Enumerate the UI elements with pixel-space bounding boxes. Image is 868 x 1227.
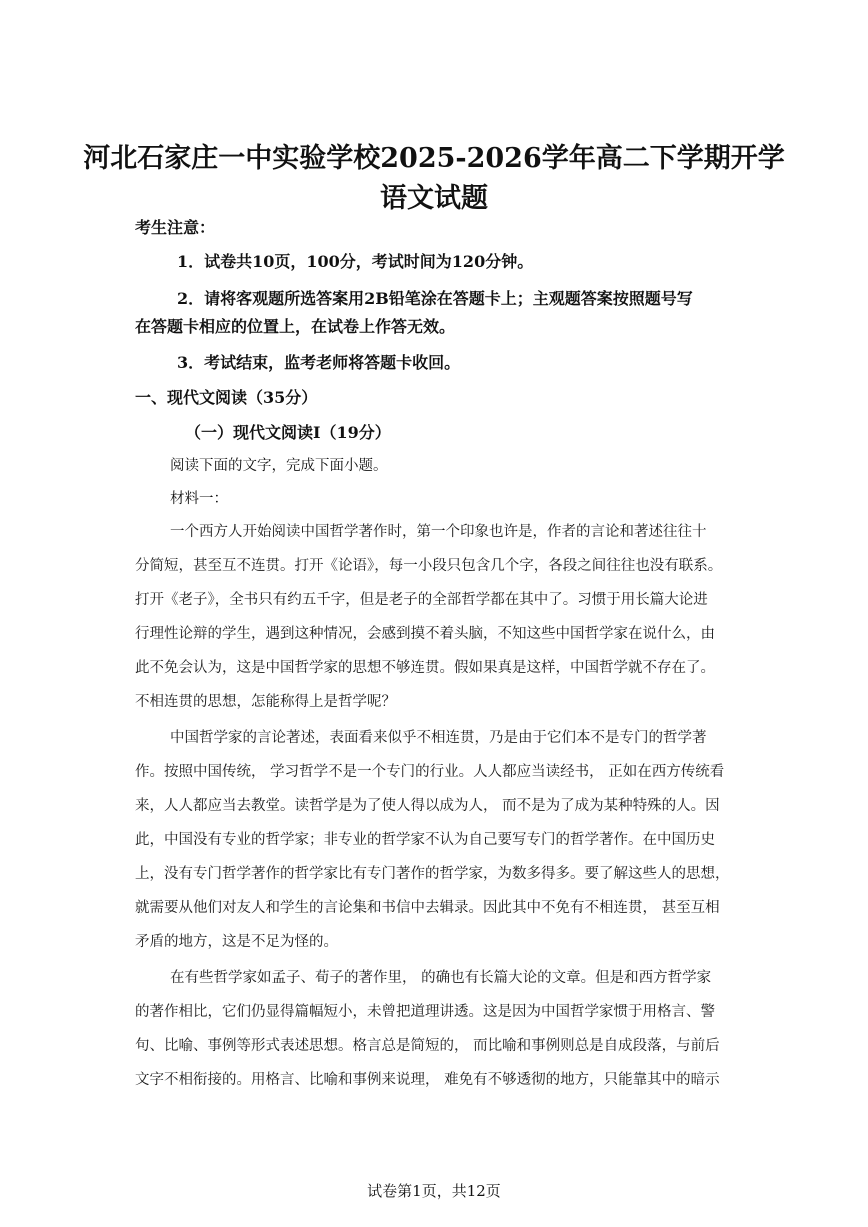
passage-line: 在有些哲学家如孟子、荀子的著作里， 的确也有长篇大论的文章。但是和西方哲学家 bbox=[170, 970, 712, 986]
notice-item-2-line2: 在答题卡相应的位置上，在试卷上作答无效。 bbox=[135, 317, 456, 336]
passage-line: 的著作相比，它们仍显得篇幅短小，未曾把道理讲透。这是因为中国哲学家惯于用格言、警 bbox=[135, 1004, 715, 1020]
passage-line: 打开《老子》，全书只有约五千字，但是老子的全部哲学都在其中了。习惯于用长篇大论进 bbox=[135, 592, 708, 608]
passage-line: 一个西方人开始阅读中国哲学著作时，第一个印象也许是，作者的言论和著述往往十 bbox=[170, 524, 707, 540]
passage-line: 分简短，甚至互不连贯。打开《论语》，每一小段只包含几个字，各段之间往往也没有联系。 bbox=[135, 558, 723, 574]
passage-line: 文字不相衔接的。用格言、比喻和事例来说理， 难免有不够透彻的地方，只能靠其中的暗示 bbox=[135, 1072, 720, 1088]
notice-item-3: 3．考试结束，监考老师将答题卡收回。 bbox=[177, 353, 461, 372]
section-heading: 一、现代文阅读（35分） bbox=[135, 388, 318, 407]
passage-line: 不相连贯的思想，怎能称得上是哲学呢？ bbox=[135, 694, 396, 710]
exam-title-line2: 语文试题 bbox=[380, 183, 488, 214]
material-label: 材料一： bbox=[170, 491, 228, 507]
passage-line: 此不免会认为，这是中国哲学家的思想不够连贯。假如果真是这样，中国哲学就不存在了。 bbox=[135, 660, 715, 676]
passage-line: 来，人人都应当去教堂。读哲学是为了使人得以成为人， 而不是为了成为某种特殊的人。因 bbox=[135, 798, 720, 814]
notice-item-1: 1．试卷共10页，100分，考试时间为120分钟。 bbox=[177, 252, 534, 271]
passage-line: 此，中国没有专业的哲学家；非专业的哲学家不认为自己要写专门的哲学著作。在中国历史 bbox=[135, 832, 715, 848]
passage-line: 作。按照中国传统， 学习哲学不是一个专门的行业。人人都应当读经书， 正如在西方传统看 bbox=[135, 764, 725, 780]
passage-line: 上，没有专门哲学著作的哲学家比有专门著作的哲学家，为数多得多。要了解这些人的思想， bbox=[135, 866, 730, 882]
reading-instruction: 阅读下面的文字，完成下面小题。 bbox=[170, 458, 388, 474]
passage-line: 就需要从他们对友人和学生的言论集和书信中去辑录。因此其中不免有不相连贯， 甚至互相 bbox=[135, 900, 720, 916]
notice-heading: 考生注意： bbox=[135, 218, 216, 237]
passage-line: 句、比喻、事例等形式表述思想。格言总是简短的， 而比喻和事例则总是自成段落，与前后 bbox=[135, 1038, 720, 1054]
passage-line: 矛盾的地方，这是不足为怪的。 bbox=[135, 934, 338, 950]
passage-line: 中国哲学家的言论著述，表面看来似乎不相连贯，乃是由于它们本不是专门的哲学著 bbox=[170, 730, 707, 746]
exam-title-line1: 河北石家庄一中实验学校2025-2026学年高二下学期开学 bbox=[83, 143, 785, 174]
passage-line: 行理性论辩的学生，遇到这种情况，会感到摸不着头脑，不知这些中国哲学家在说什么，由 bbox=[135, 626, 715, 642]
section-subheading: （一）现代文阅读I（19分） bbox=[185, 423, 391, 442]
notice-item-2-line1: 2．请将客观题所选答案用2B铅笔涂在答题卡上；主观题答案按照题号写 bbox=[177, 289, 693, 308]
page-footer: 试卷第1页，共12页 bbox=[367, 1182, 501, 1200]
